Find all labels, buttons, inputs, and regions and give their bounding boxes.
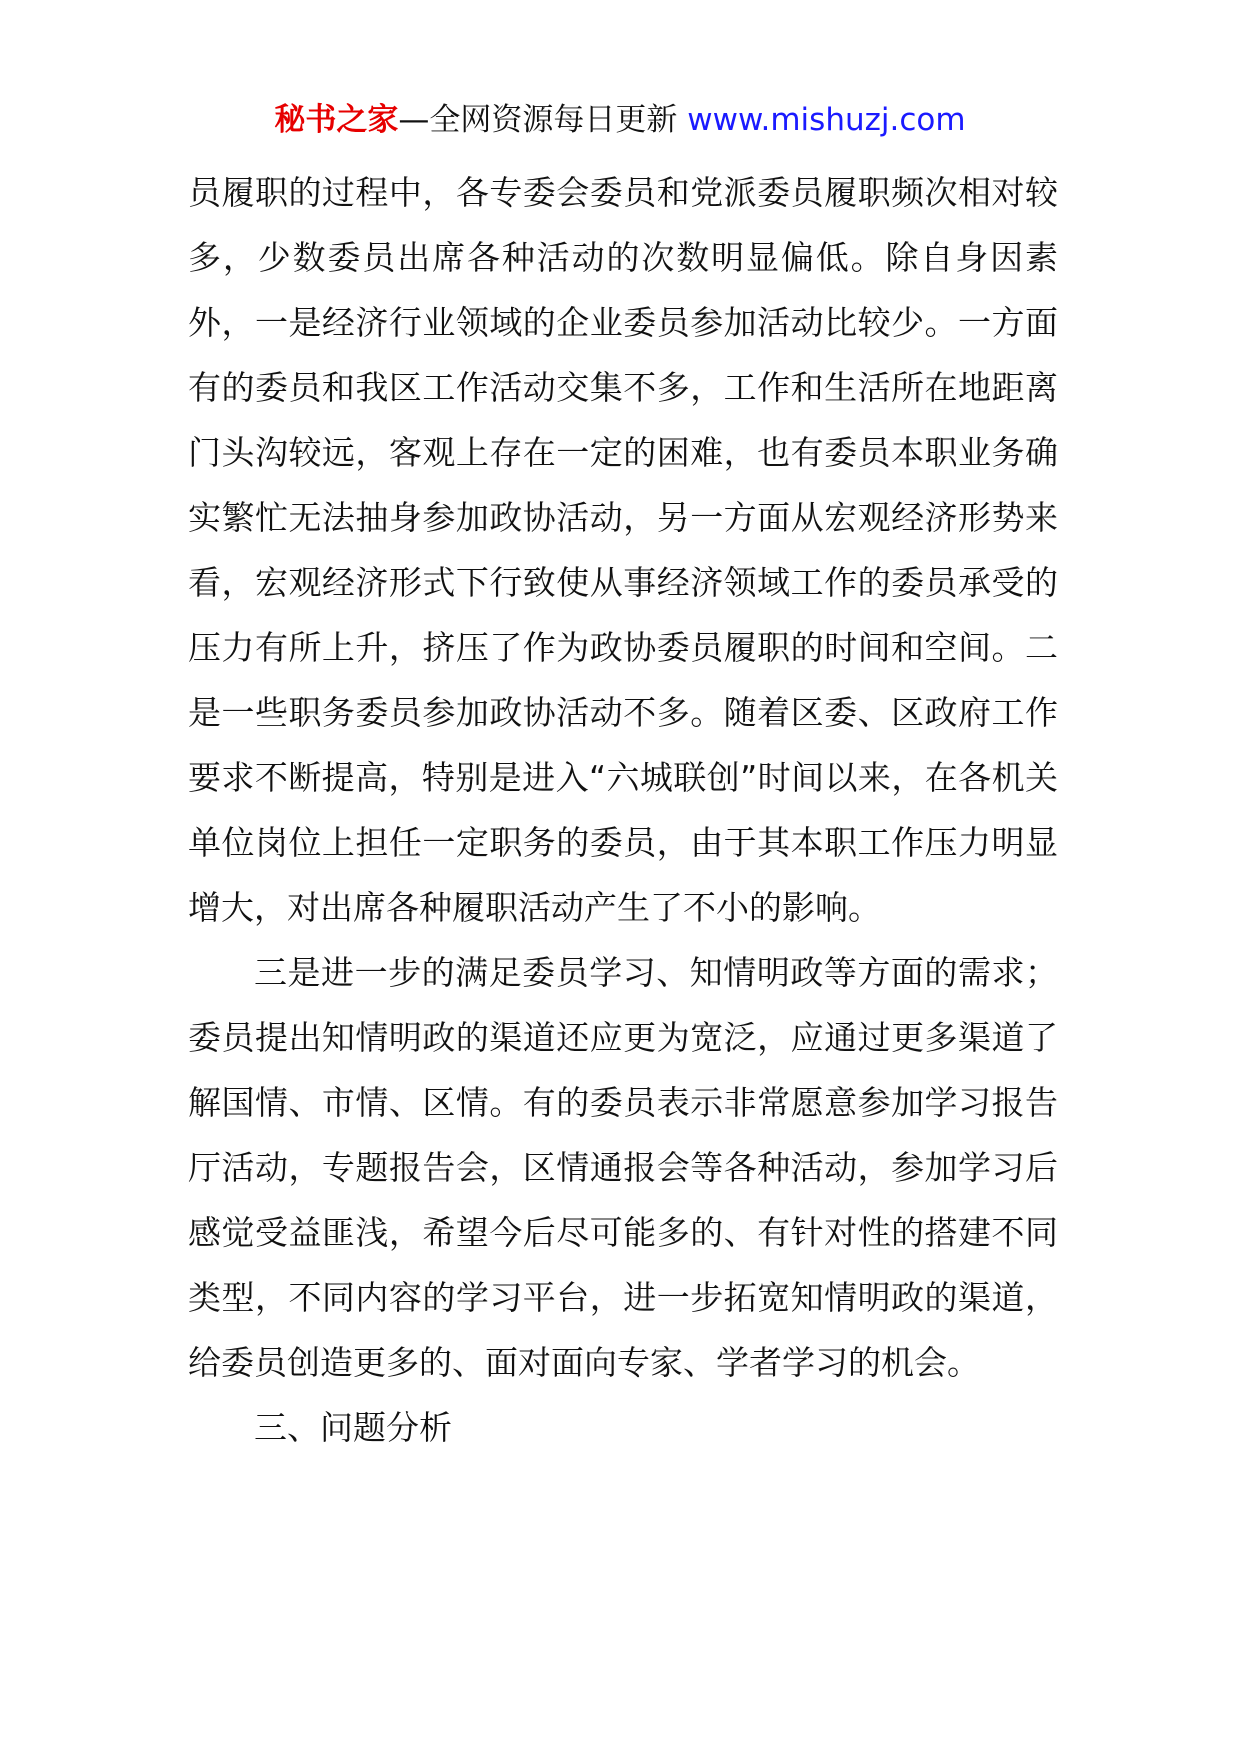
header-brand: 秘书之家 (274, 102, 399, 138)
page-header (0, 98, 1240, 142)
section-heading-problem-analysis: 三、问题分析 (254, 1408, 452, 1447)
paragraph-point-three: 三是进一步的满足委员学习、知情明政等方面的需求；委员提出知情明政的渠道还应更为宽泛，应通过更多渠道了解国情、市情、区情。有的委员表示非常愿意参加学习报告厅活动，专题报告会，区情通报会等各种活动，参加学习后感觉受益匪浅，希望今后尽可能多的、有针对性的搭建不同类型，不同内容的学习平台，进一步拓宽知情明政的渠道，给委员创造更多的、面对面向专家、学者学习的机会。 (188, 953, 1058, 1382)
header-tagline: —全网资源每日更新 (398, 102, 688, 138)
header-url-link[interactable]: www.mishuzj.com (687, 102, 966, 138)
paragraph-continuation: 员履职的过程中，各专委会委员和党派委员履职频次相对较多，少数委员出席各种活动的次数明显偏低。除自身因素外，一是经济行业领域的企业委员参加活动比较少。一方面有的委员和我区工作活动交集不多，工作和生活所在地距离门头沟较远，客观上存在一定的困难，也有委员本职业务确实繁忙无法抽身参加政协活动，另一方面从宏观经济形势来看，宏观经济形式下行致使从事经济领域工作的委员承受的压力有所上升，挤压了作为政协委员履职的时间和空间。二是一些职务委员参加政协活动不多。随着区委、区政府工作要求不断提高，特别是进入“六城联创”时间以来，在各机关单位岗位上担任一定职务的委员，由于其本职工作压力明显增大，对出席各种履职活动产生了不小的影响。 (188, 173, 1058, 927)
document-body (188, 160, 1058, 1460)
